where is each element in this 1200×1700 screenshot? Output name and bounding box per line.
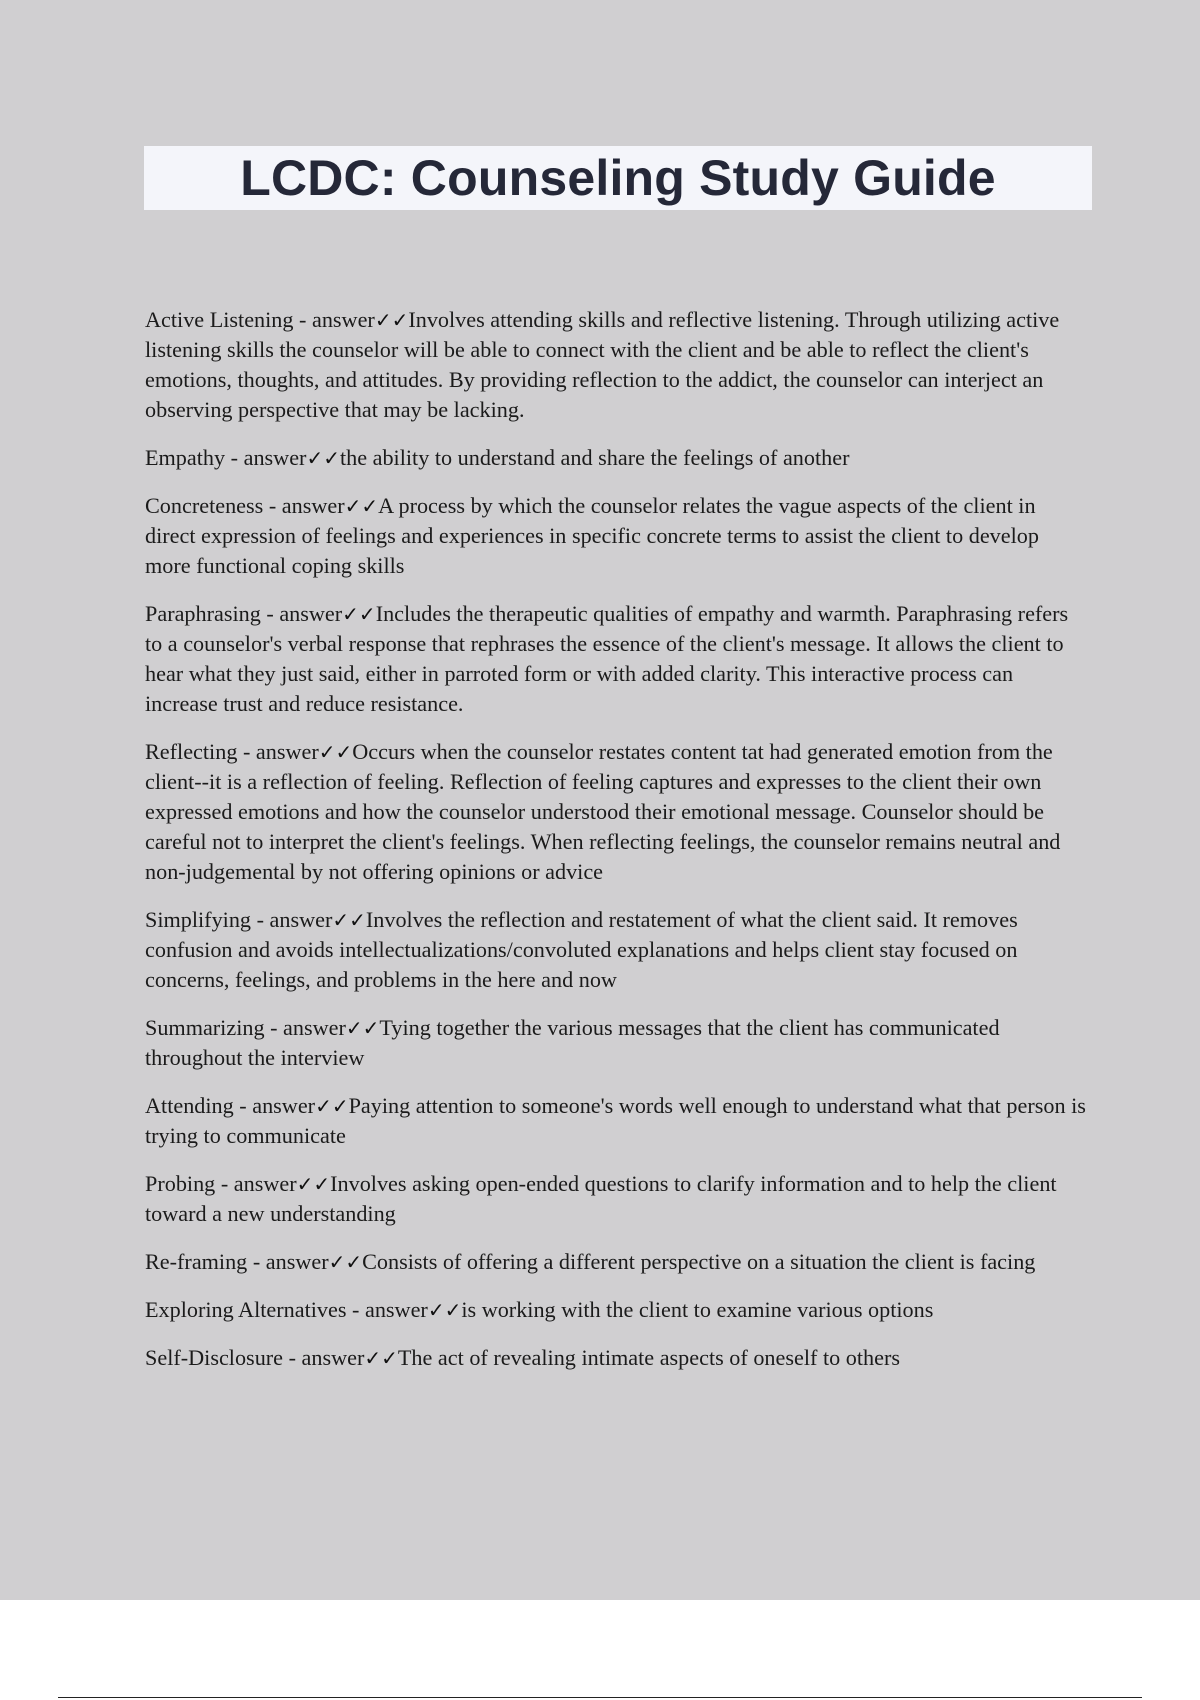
entry-reflecting: Reflecting - answer✓✓Occurs when the counselor restates content tat had generated emotion from the client--it is a reflection of feeling. Reflection of feeling captures and expresses to the client their own expressed emotions and how the counselor understood their emotional message. Counselor should be careful not to interpret the client's feelings. When reflecting feelings, the counselor remains neutral and non-judgemental by not offering opinions or advice: [145, 739, 1061, 884]
answer-label: answer: [252, 1093, 316, 1118]
entry-attending: Attending - answer✓✓Paying attention to someone's words well enough to understand what that person is trying to communicate: [145, 1093, 1086, 1148]
entry-term: Simplifying: [145, 907, 252, 932]
entry-definition: Involves asking open-ended questions to clarify information and to help the client toward a new understanding: [145, 1171, 1057, 1226]
footer-divider: [58, 1697, 1142, 1698]
entry-list: [145, 305, 1090, 1391]
entry-simplifying: Simplifying - answer✓✓Involves the reflection and restatement of what the client said. It removes confusion and avoids intellectualizations/convoluted explanations and helps client stay focused on concerns, feelings, and problems in the here and now: [145, 907, 1018, 992]
entry-definition: A process by which the counselor relates the vague aspects of the client in direct expression of feelings and experiences in specific concrete terms to assist the client to develop more functional coping skills: [145, 493, 1039, 578]
entry-term: Summarizing: [145, 1015, 265, 1040]
entry-probing: Probing - answer✓✓Involves asking open-ended questions to clarify information and to help the client toward a new understanding: [145, 1171, 1057, 1226]
double-check-icon: ✓✓: [345, 1016, 380, 1040]
entry-summarizing: Summarizing - answer✓✓Tying together the various messages that the client has communicated throughout the interview: [145, 1015, 1000, 1070]
answer-label: answer: [243, 445, 307, 470]
page-title: LCDC: Counseling Study Guide: [240, 150, 996, 206]
double-check-icon: ✓✓: [364, 1346, 398, 1370]
answer-label: answer: [311, 307, 375, 332]
double-check-icon: ✓✓: [427, 1298, 462, 1322]
entry-definition: Occurs when the counselor restates content tat had generated emotion from the client--it is a reflection of feeling. Reflection of feeling captures and expresses to the client their own expressed emotions and how the counselor understood their emotional message. Counselor should be careful not to interpret the client's feelings. When reflecting feelings, the counselor remains neutral and non-judgemental by not offering opinions or advice: [145, 739, 1061, 884]
entry-definition: The act of revealing intimate aspects of oneself to others: [397, 1345, 900, 1370]
entry-term: Paraphrasing: [145, 601, 261, 626]
entry-term: Self-Disclosure: [145, 1345, 284, 1370]
entry-term: Attending: [145, 1093, 234, 1118]
entry-exploring-alternatives: Exploring Alternatives - answer✓✓is working with the client to examine various options: [145, 1297, 934, 1322]
entry-definition: Includes the therapeutic qualities of empathy and warmth. Paraphrasing refers to a counselor's verbal response that rephrases the essence of the client's message. It allows the client to hear what they just said, either in parroted form or with added clarity. This interactive process can increase trust and reduce resistance.: [145, 601, 1069, 716]
double-check-icon: ✓✓: [342, 602, 376, 626]
double-check-icon: ✓✓: [296, 1172, 331, 1196]
entry-definition: is working with the client to examine various options: [461, 1297, 934, 1322]
double-check-icon: ✓✓: [332, 908, 366, 932]
entry-term: Reflecting: [145, 739, 238, 764]
entry-empathy: Empathy - answer✓✓the ability to understand and share the feelings of another: [145, 445, 850, 470]
double-check-icon: ✓✓: [315, 1094, 349, 1118]
entry-term: Concreteness: [145, 493, 264, 518]
entry-definition: Paying attention to someone's words well enough to understand what that person is trying to communicate: [145, 1093, 1086, 1148]
answer-label: answer: [301, 1345, 365, 1370]
answer-label: answer: [233, 1171, 297, 1196]
answer-label: answer: [269, 907, 333, 932]
entry-self-disclosure: Self-Disclosure - answer✓✓The act of revealing intimate aspects of oneself to others: [145, 1345, 900, 1370]
double-check-icon: ✓✓: [344, 494, 379, 518]
entry-definition: Involves the reflection and restatement of what the client said. It removes confusion and avoids intellectualizations/convoluted explanations and helps client stay focused on concerns, feelings, and problems in the here and now: [145, 907, 1018, 992]
double-check-icon: ✓✓: [318, 740, 353, 764]
entry-definition: Involves attending skills and reflective listening. Through utilizing active listening skills the counselor will be able to connect with the client and be able to reflect the client's emotions, thoughts, and attitudes. By providing reflection to the addict, the counselor can interject an observing perspective that may be lacking.: [145, 307, 1060, 422]
entry-definition: Tying together the various messages that the client has communicated throughout the interview: [145, 1015, 1000, 1070]
answer-label: answer: [283, 1015, 346, 1040]
double-check-icon: ✓✓: [328, 1250, 363, 1274]
entry-term: Exploring Alternatives: [145, 1297, 347, 1322]
entry-term: Empathy: [145, 445, 226, 470]
entry-term: Active Listening: [145, 307, 294, 332]
answer-label: answer: [279, 601, 343, 626]
answer-label: answer: [255, 739, 319, 764]
double-check-icon: ✓✓: [374, 308, 409, 332]
entry-concreteness: Concreteness - answer✓✓A process by which the counselor relates the vague aspects of the client in direct expression of feelings and experiences in specific concrete terms to assist the client to develop more functional coping skills: [145, 493, 1039, 578]
entry-re-framing: Re-framing - answer✓✓Consists of offering a different perspective on a situation the client is facing: [145, 1249, 1036, 1274]
answer-label: answer: [281, 493, 345, 518]
entry-definition: Consists of offering a different perspective on a situation the client is facing: [362, 1249, 1036, 1274]
entry-definition: the ability to understand and share the feelings of another: [339, 445, 850, 470]
entry-term: Probing: [145, 1171, 216, 1196]
entry-term: Re-framing: [145, 1249, 248, 1274]
answer-label: answer: [265, 1249, 329, 1274]
double-check-icon: ✓✓: [306, 446, 340, 470]
title-banner: [144, 146, 1092, 210]
entry-paraphrasing: Paraphrasing - answer✓✓Includes the therapeutic qualities of empathy and warmth. Paraphrasing refers to a counselor's verbal response that rephrases the essence of the client's message. It allows the client to hear what they just said, either in parroted form or with added clarity. This interactive process can increase trust and reduce resistance.: [145, 601, 1069, 716]
answer-label: answer: [364, 1297, 428, 1322]
entry-active-listening: Active Listening - answer✓✓Involves attending skills and reflective listening. Through utilizing active listening skills the counselor will be able to connect with the client and be able to reflect the client's emotions, thoughts, and attitudes. By providing reflection to the addict, the counselor can interject an observing perspective that may be lacking.: [145, 307, 1060, 422]
